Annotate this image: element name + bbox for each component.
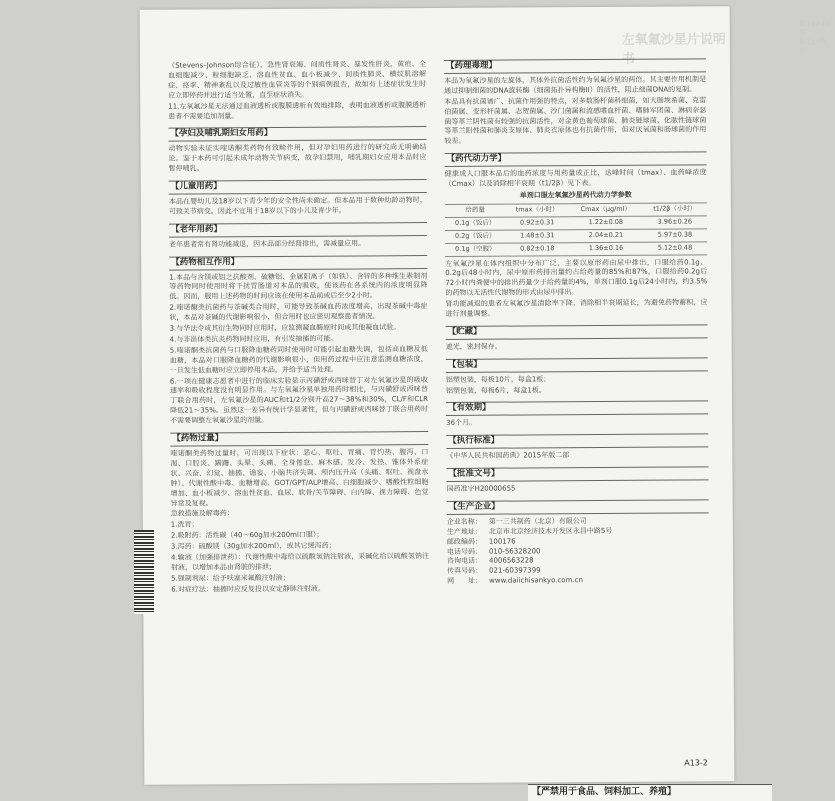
section-heading: 【药代动力学】 bbox=[445, 152, 707, 168]
pharmacology-section bbox=[444, 58, 707, 147]
storage-section bbox=[446, 324, 708, 352]
barcode-mark bbox=[134, 530, 154, 614]
table-cell: 1.22±0.08 bbox=[569, 216, 643, 229]
paragraph: 5.强制利尿：给予呋塞米氟酸注射液； bbox=[171, 573, 290, 583]
table-header-cell: Cmax（μg/ml） bbox=[569, 203, 643, 216]
paragraph: 3.与华法令或其衍生物同时应用时，应监测凝血酶原时间或其他凝血试验。 bbox=[169, 323, 401, 333]
paragraph: 《中华人民共和国药典》2015年版二部 bbox=[446, 451, 570, 461]
paragraph: 肾功能减退的患者左氧氟沙星清除率下降，消除相半衰期延长，为避免药物蓄积，应进行剂量调整。 bbox=[445, 298, 708, 318]
paragraph: 1.洗胃； bbox=[170, 520, 199, 529]
paragraph: 5.喹诺酮类抗菌药与口服降血糖药同时使用时可能引起血糖失调，包括高血糖及低血糖，本品对口服降血糖药的代谢影响很小，但用药过程中应注意监测血糖浓度，一旦发生低血糖时应立即停用本品，并给予适当处理。 bbox=[169, 344, 428, 375]
section-heading: 【批准文号】 bbox=[446, 466, 708, 482]
table-cell: 0.2g（饭后） bbox=[445, 230, 506, 243]
interactions-section bbox=[169, 255, 428, 427]
validity-section bbox=[446, 401, 708, 429]
pregnancy-section bbox=[168, 126, 426, 174]
paragraph: 4.与非甾体类抗炎药物同时应用，有引发抽搐的可能。 bbox=[169, 334, 338, 344]
page-number: A13-2 bbox=[684, 758, 708, 768]
overdose-section bbox=[170, 431, 429, 595]
show-through-title: 左氧氟沙星片说明书 bbox=[621, 32, 726, 67]
table-cell: 5.12±0.48 bbox=[643, 241, 707, 254]
table-header-cell: 给药量 bbox=[445, 204, 506, 217]
paragraph: 本品为氧氟沙星的左旋体，其体外抗菌活性约为氧氟沙星的两倍。其主要作用机制是通过抑制细菌的DNA旋转酶（细菌拓扑异构酶II）的活性，阻止细菌DNA的复制。 bbox=[444, 75, 707, 95]
table-header-cell: tmax（小时） bbox=[505, 204, 569, 217]
paragraph: 本品在婴幼儿及18岁以下青少年的安全性尚未确定。但本品用于数种幼龄动物时，可致关节病变。因此不宜用于18岁以下的小儿及青少年。 bbox=[168, 196, 427, 216]
elderly-section bbox=[169, 222, 427, 250]
manufacturer-row: 电话号码： 010-56328200 bbox=[446, 546, 541, 556]
intro-section bbox=[168, 60, 426, 122]
table-cell: 1.36±0.16 bbox=[569, 242, 643, 255]
document-sheet bbox=[140, 6, 831, 785]
paragraph: （Stevens–Johnson综合征）、急性肾衰竭、间质性肾炎、暴发性肝炎、黄疸、全血细胞减少、粒细胞缺乏、溶血性贫血、血小板减少、间质性肺炎、横纹肌溶解症、痉挛、精神紊乱以及过敏性血管炎等的个别病例报告，故如有上述症状发生时应立即停药并进行适当处置，直至症状消失。 bbox=[167, 60, 427, 100]
pharmacokinetics-section bbox=[445, 152, 708, 320]
paragraph: 6.对症疗法：抽搐时应反复投以安定静脉注射液。 bbox=[171, 584, 325, 594]
section-heading: 【包装】 bbox=[446, 357, 708, 373]
table-row bbox=[445, 241, 707, 256]
children-section bbox=[169, 179, 427, 217]
paragraph: 本品具有抗菌谱广、抗菌作用强的特点，对多数肠杆菌科细菌，如大肠埃希菌、克雷伯菌属、变形杆菌属、志贺菌属、沙门菌属和流感嗜血杆菌、嗜肺军团菌、淋病奈瑟菌等革兰阴性菌有较强的抗菌活性，对金黄色葡萄球菌、肺炎链球菌、化脓性链球菌等革兰阳性菌和肺炎支原体、肺炎衣原体也有抗菌作用，但对厌氧菌和肠球菌的作用较差。 bbox=[444, 96, 707, 146]
table-cell: 0.1g（饭后） bbox=[445, 217, 506, 230]
paragraph: 36个月。 bbox=[446, 419, 477, 428]
section-heading: 【生产企业】 bbox=[447, 499, 709, 515]
table-cell: 1.48±0.31 bbox=[505, 229, 569, 242]
section-heading: 【药物相互作用】 bbox=[169, 255, 427, 270]
paragraph: 3.泻药：硫酸镁（30g加水200ml），或其它缓泻药； bbox=[170, 541, 336, 551]
paragraph: 铝塑包装，每板10片，每盒1板； bbox=[445, 374, 551, 384]
paragraph: 急救措施及解毒药： bbox=[170, 509, 234, 519]
paragraph: 2.吸附药：活性碳（40～60g加水200ml口服）； bbox=[170, 530, 324, 540]
paragraph: 喹诺酮类药物过量时，可出现以下症状：恶心、呕吐、胃痛、胃灼热、腹泻、口渴、口腔炎、蹒跚、头晕、头痛、全身倦怠、麻木感、发冷、发热、锥体外系症状、兴奋、幻觉、抽搐、谵妄、小脑共济失调、颅内压升高（头痛、呕吐、视盘水肿）、代谢性酸中毒、血糖增高、GOT/GPT/ALP增高、白细胞减少、嗜酸性粒细胞增加、血小板减少、溶血性贫血、血尿、软骨/关节障碍、白内障、视力障碍、色觉异常及复视。 bbox=[170, 448, 429, 508]
warning-banner: 【严禁用于食品、饲料加工、养殖】 bbox=[528, 784, 772, 801]
section-heading: 【老年用药】 bbox=[169, 222, 427, 237]
approval-section bbox=[446, 466, 708, 494]
table-cell: 0.1g（空腹） bbox=[445, 243, 506, 256]
manufacturer-row: 生产地址： 北京市北京经济技术开发区永昌中路5号 bbox=[446, 526, 613, 536]
paragraph: 遮光，密封保存。 bbox=[445, 342, 502, 351]
section-heading: 【贮藏】 bbox=[446, 324, 708, 340]
pk-table bbox=[445, 202, 707, 256]
package-section bbox=[446, 357, 708, 396]
paragraph: 国药准字H20000655 bbox=[446, 484, 516, 493]
left-column bbox=[168, 60, 429, 601]
show-through-side: 0.1g×10片 0.1g×6片 bbox=[799, 19, 831, 55]
section-heading: 【孕妇及哺乳期妇女用药】 bbox=[168, 126, 426, 141]
paragraph: 4.输液（加强排泄药）：代谢性酸中毒给以硫酸氢钠注射液，采碱化给以硫酸氢钠注射液，以增加本品由肾脏的排泄； bbox=[170, 552, 430, 572]
table-caption: 单剂口服左氧氟沙星药代动力学参数 bbox=[519, 190, 632, 200]
section-heading: 【药理毒理】 bbox=[444, 58, 706, 74]
manufacturer-row: 咨询电话： 4006563228 bbox=[446, 556, 534, 566]
manufacturer-section bbox=[447, 499, 710, 587]
paragraph: 11.左氧氟沙星无法通过血液透析或腹膜透析有效地排除，表明血液透析或腹膜透析患者不需要追加剂量。 bbox=[168, 100, 427, 121]
standard-section bbox=[446, 434, 708, 462]
right-column bbox=[444, 58, 709, 593]
table-cell: 3.96±0.26 bbox=[643, 216, 707, 229]
manufacturer-row: 网 址： www.daiichisankyo.com.cn bbox=[447, 576, 583, 586]
manufacturer-row: 传真号码： 021-60397399 bbox=[447, 566, 541, 576]
paragraph: 动物实验未证实喹诺酮类药物有致畸作用，但对孕妇用药进行的研究尚无明确结论。鉴于本药可引起未成年动物关节病变，故孕妇禁用，哺乳期妇女应用本品时应暂停哺乳。 bbox=[168, 143, 427, 173]
table-cell: 0.82±0.18 bbox=[506, 242, 570, 255]
section-heading: 【执行标准】 bbox=[446, 434, 708, 450]
table-cell: 2.04±0.21 bbox=[569, 229, 643, 242]
section-heading: 【药物过量】 bbox=[170, 431, 428, 446]
paragraph: 1.本品与含镁或铝之抗酸剂、硫糖铝、金属阳离子（如铁）、含锌的多种维生素制剂等药物同时使用时将干扰胃肠道对本品的吸收，使该药在各系统内的浓度明显降低。因而，服用上述药物的时间应该在使用本品前或后至少2小时。 bbox=[169, 271, 428, 301]
section-heading: 【儿童用药】 bbox=[169, 179, 427, 194]
table-header-cell: t1/2β（小时） bbox=[643, 203, 707, 216]
paragraph: 老年患者常有肾功能减退，因本品部分经肾排出，需减量应用。 bbox=[169, 239, 366, 249]
paragraph: 健康成人口服本品后的血药浓度与用药量成正比，达峰时间（tmax）、血药峰浓度（Cmax）以及消除相半衰期（t1/2β）见下表。 bbox=[444, 168, 707, 189]
manufacturer-row: 企业名称： 第一三共制药（北京）有限公司 bbox=[446, 516, 587, 526]
section-heading: 【有效期】 bbox=[446, 401, 708, 417]
paragraph: 2.喹诺酮类抗菌药与茶碱类合用时，可能导致茶碱血药浓度增高，出现茶碱中毒症状，本品对茶碱的代谢影响很小，但合用时也应密切观察患者情况。 bbox=[169, 302, 428, 322]
paragraph: 左氧氟沙星在体内组织中分布广泛，主要以原形药由尿中排出，口服给药0.1g、0.2g后48小时内，尿中原形药排出量约占给药量的85%和87%，口服给药0.2g后72小时内粪便中的排出药量少于给药量的4%，单剂口服0.1g后24小时内，约3.5%的药物以无活性代谢物的形式由尿中排出。 bbox=[445, 257, 708, 298]
table-cell: 0.92±0.31 bbox=[505, 216, 569, 229]
table-cell: 5.97±0.38 bbox=[643, 229, 707, 242]
paragraph: 6.一项在健康志愿者中进行的临床实验显示丙磺舒或西咪替丁对左氧氟沙星的吸收速率和吸收程度没有明显作用。与左氧氟沙星单独用药时相比，与丙磺舒或西咪替丁联合用药时，左氧氟沙星的AUC和t1/2分别升高27～38%和30%，CL/F和CLR降低21～35%。虽然这一差异有统计学显著性，但与丙磺舒或西咪替丁联合用药时不需要调整左氧氟沙星的剂量。 bbox=[169, 375, 429, 425]
manufacturer-row: 邮政编码： 100176 bbox=[446, 537, 516, 546]
paragraph: 铝塑包装，每板6片，每盒1板。 bbox=[445, 385, 546, 395]
